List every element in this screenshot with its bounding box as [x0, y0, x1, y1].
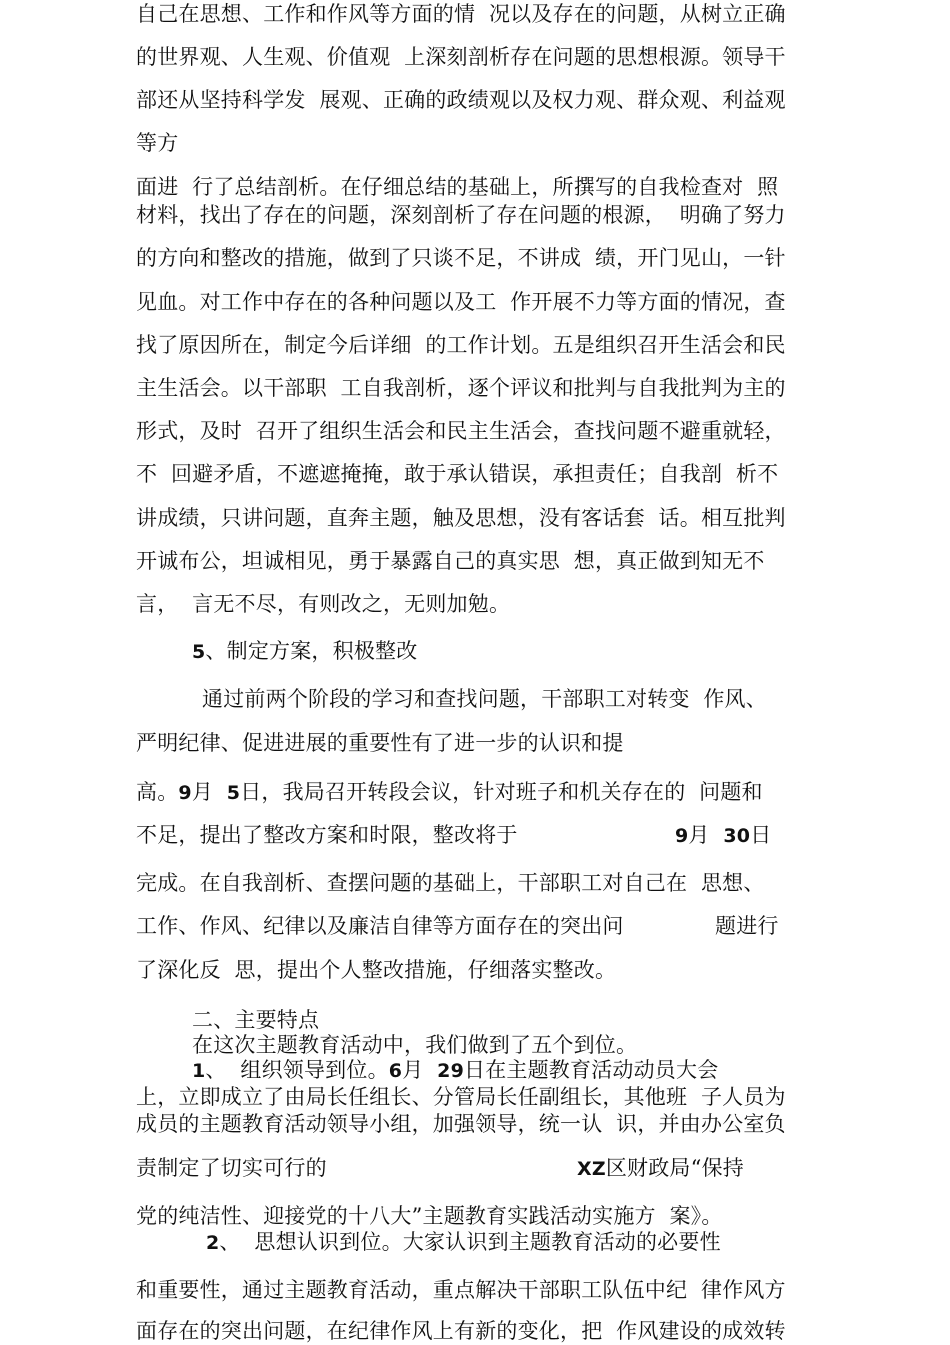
- text-line: [577, 1154, 744, 1183]
- number: 9: [178, 782, 192, 804]
- text-segment: 日在主题教育活动动员大会: [464, 1058, 719, 1082]
- text-line: 材料，找出了存在的问题，深刻剖析了存在问题的根源， 明确了努力: [136, 203, 786, 227]
- text-segment: 月: [402, 1058, 438, 1082]
- text-line: 成员的主题教育活动领导小组，加强领导，统一认 识，并由办公室负: [136, 1112, 786, 1136]
- text-segment: 、 思想认识到位。大家认识到主题教育活动的必要性: [219, 1230, 721, 1254]
- text-line: 党的纯洁性、迎接党的十八大”主题教育实践活动实施方 案》。: [136, 1204, 723, 1228]
- number: 9: [675, 825, 689, 847]
- text-line: 的方向和整改的措施，做到了只谈不足，不讲成 绩，开门见山，一针: [136, 246, 786, 270]
- text-line: 工作、作风、纪律以及廉洁自律等方面存在的突出问: [136, 914, 624, 938]
- text-line: 上，立即成立了由局长任组长、分管局长任副组长，其他班 子人员为: [136, 1085, 786, 1109]
- text-line: 部还从坚持科学发 展观、正确的政绩观以及权力观、群众观、利益观: [136, 88, 786, 112]
- text-line: 找了原因所在，制定今后详细 的工作计划。五是组织召开生活会和民: [136, 333, 786, 357]
- text-line: 主生活会。以干部职 工自我剖析，逐个评议和批判与自我批判为主的: [136, 376, 786, 400]
- text-line: 和重要性，通过主题教育活动，重点解决干部职工队伍中纪 律作风方: [136, 1278, 786, 1302]
- section-heading: [192, 637, 417, 666]
- text-line: [206, 1228, 721, 1257]
- item-number: 1: [192, 1060, 206, 1082]
- text-segment: 不足，提出了整改方案和时限，整改将于: [136, 823, 518, 847]
- number: 5: [226, 782, 241, 804]
- text-line: 了深化反 思，提出个人整改措施，仔细落实整改。: [136, 958, 617, 982]
- text-segment: 月: [688, 823, 724, 847]
- text-segment: 日: [750, 823, 772, 847]
- text-line: [675, 821, 771, 850]
- text-segment: 区财政局“保持: [605, 1156, 744, 1180]
- text-line: 在这次主题教育活动中，我们做到了五个到位。: [192, 1033, 638, 1057]
- text-segment: 月: [191, 780, 227, 804]
- text-line: [192, 1056, 718, 1085]
- text-segment: 、 组织领导到位。: [205, 1058, 389, 1082]
- text-line: 讲成绩，只讲问题，直奔主题，触及思想，没有客话套 话。相互批判: [136, 506, 786, 530]
- text-line: [136, 821, 518, 849]
- text-line: 责制定了切实可行的: [136, 1156, 327, 1180]
- text-line: [136, 778, 763, 807]
- number: 30: [723, 825, 751, 847]
- text-line: 完成。在自我剖析、查摆问题的基础上，干部职工对自己在 思想、: [136, 871, 765, 895]
- section-title: 、制定方案，积极整改: [205, 639, 418, 663]
- text-line: 等方: [136, 131, 179, 155]
- text-line: 题进行: [715, 914, 779, 938]
- abbreviation: XZ: [577, 1158, 606, 1180]
- section-number: 5: [192, 641, 206, 663]
- item-number: 2: [206, 1232, 220, 1254]
- text-line: 不 回避矛盾，不遮遮掩掩，敢于承认错误，承担责任；自我剖 析不: [136, 462, 779, 486]
- section-heading: 二、主要特点: [192, 1008, 320, 1032]
- text-line: 面进 行了总结剖析。在仔细总结的基础上，所撰写的自我检查对 照: [136, 175, 779, 199]
- text-line: 的世界观、人生观、价值观 上深刻剖析存在问题的思想根源。领导干: [136, 45, 786, 69]
- text-line: 形式，及时 召开了组织生活会和民主生活会，查找问题不避重就轻，: [136, 419, 786, 443]
- number: 29: [437, 1060, 464, 1082]
- text-line: 自己在思想、工作和作风等方面的情 况以及存在的问题，从树立正确: [136, 2, 786, 26]
- text-line: 言， 言无不尽，有则改之，无则加勉。: [136, 592, 511, 616]
- text-line: 面存在的突出问题，在纪律作风上有新的变化，把 作风建设的成效转: [136, 1319, 786, 1343]
- text-segment: 日，我局召开转段会议，针对班子和机关存在的 问题和: [240, 780, 763, 804]
- text-line: 开诚布公，坦诚相见，勇于暴露自己的真实思 想，真正做到知无不: [136, 549, 765, 573]
- text-line: 见血。对工作中存在的各种问题以及工 作开展不力等方面的情况，查: [136, 290, 786, 314]
- number: 6: [388, 1060, 403, 1082]
- text-line: 严明纪律、促进进展的重要性有了进一步的认识和提: [136, 731, 624, 755]
- text-segment: 高。: [136, 780, 179, 804]
- text-line: 通过前两个阶段的学习和查找问题，干部职工对转变 作风、: [202, 687, 767, 711]
